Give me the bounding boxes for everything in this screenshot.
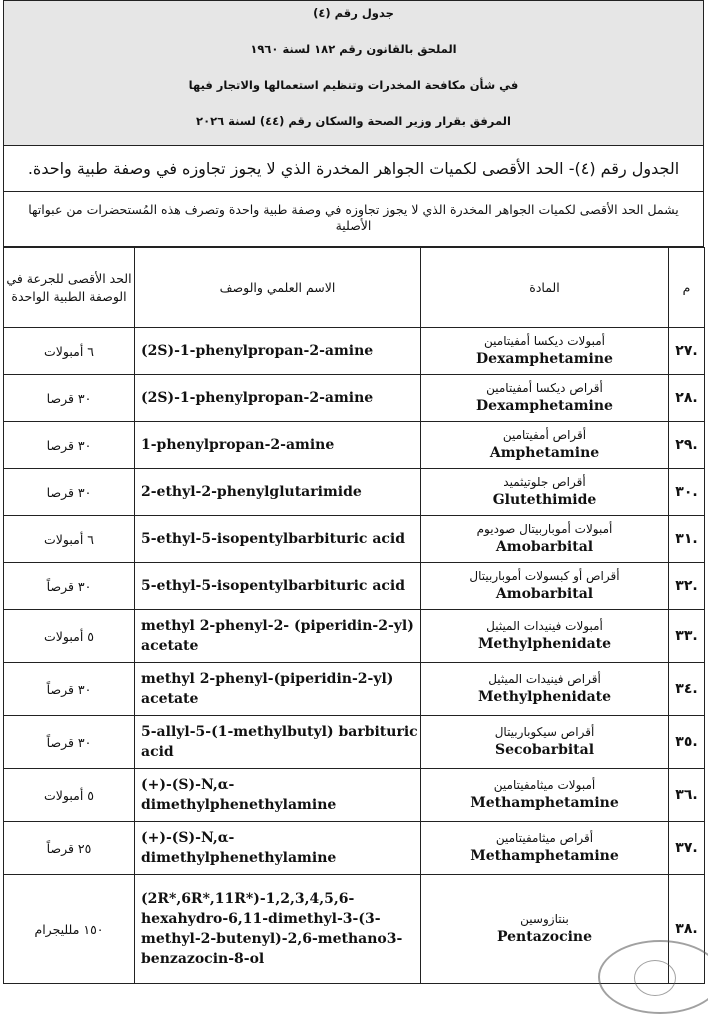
max-dose-cell: ٣٠ قرصاً bbox=[4, 663, 135, 716]
substance-arabic-name: أمبولات فينيدات الميثيل bbox=[486, 619, 603, 633]
official-stamp bbox=[598, 940, 708, 1014]
substance-english-name: Amobarbital bbox=[495, 586, 594, 602]
substance-english-name: Glutethimide bbox=[492, 492, 597, 508]
scientific-name-cell: 5-ethyl-5-isopentylbarbituric acid bbox=[135, 516, 421, 563]
substance-english-name: Methamphetamine bbox=[470, 795, 619, 811]
substance-english-name: Dexamphetamine bbox=[476, 351, 613, 367]
row-number-cell: .٣٧ bbox=[669, 822, 705, 875]
table-row bbox=[4, 563, 705, 610]
row-number-cell: .٣٠ bbox=[669, 469, 705, 516]
header-max-dose: الحد الأقصى للجرعة في الوصفة الطبية الواحدة bbox=[4, 248, 135, 328]
substance-english-name: Amobarbital bbox=[495, 539, 594, 555]
substance-cell bbox=[421, 563, 669, 610]
substance-english-name: Secobarbital bbox=[494, 742, 595, 758]
substance-arabic-name: أقراص سيكوباربيتال bbox=[494, 725, 595, 739]
row-number-cell: .٣٦ bbox=[669, 769, 705, 822]
scientific-name-cell: (2R*,6R*,11R*)-1,2,3,4,5,6-hexahydro-6,11-dimethyl-3-(3-methyl-2-butenyl)-2,6-methano3-benzazocin-8-ol bbox=[135, 875, 421, 984]
row-number-cell: .٣٢ bbox=[669, 563, 705, 610]
table-row bbox=[4, 663, 705, 716]
substance-arabic-name: أقراص أمفيتامين bbox=[502, 428, 587, 442]
substance-arabic-name: أقراص ديكسا أمفيتامين bbox=[486, 381, 603, 395]
substance-english-name: Pentazocine bbox=[497, 929, 592, 945]
substance-cell bbox=[421, 516, 669, 563]
substance-arabic-name: أمبولات أموباربيتال صوديوم bbox=[476, 522, 613, 536]
scientific-name-cell: (2S)-1-phenylpropan-2-amine bbox=[135, 328, 421, 375]
substance-cell bbox=[421, 328, 669, 375]
header-decree-reference: المرفق بقرار وزير الصحة والسكان رقم (٤٤) لسنة ٢٠٢٦ bbox=[196, 114, 511, 128]
substance-arabic-name: أمبولات ميثامفيتامين bbox=[493, 778, 596, 792]
max-dose-cell: ١٥٠ ملليجرام bbox=[4, 875, 135, 984]
table-row bbox=[4, 328, 705, 375]
substance-arabic-name: أقراص أو كبسولات أموباربيتال bbox=[469, 569, 620, 583]
row-number-cell: .٢٨ bbox=[669, 375, 705, 422]
table-intro: يشمل الحد الأقصى لكميات الجواهر المخدرة الذي لا يجوز تجاوزه في وصفة طبية واحدة وتصرف هذه المُستحضرات من عبواتها الأصلية bbox=[3, 192, 704, 247]
table-header-row bbox=[4, 248, 705, 328]
row-number-cell: .٣٥ bbox=[669, 716, 705, 769]
header-scientific-name: الاسم العلمي والوصف bbox=[135, 248, 421, 328]
substance-arabic-name: أمبولات ديكسا أمفيتامين bbox=[484, 334, 605, 348]
document-header bbox=[3, 0, 704, 146]
substance-cell bbox=[421, 469, 669, 516]
max-dose-cell: ٦ أمبولات bbox=[4, 328, 135, 375]
table-row bbox=[4, 716, 705, 769]
max-dose-cell: ٥ أمبولات bbox=[4, 610, 135, 663]
row-number-cell: .٢٧ bbox=[669, 328, 705, 375]
substance-cell bbox=[421, 769, 669, 822]
table-row bbox=[4, 516, 705, 563]
header-table-number: جدول رقم (٤) bbox=[313, 6, 394, 20]
table-row bbox=[4, 375, 705, 422]
substance-english-name: Methamphetamine bbox=[470, 848, 619, 864]
document-page bbox=[3, 0, 704, 984]
header-law-subject: في شأن مكافحة المخدرات وتنظيم استعمالها والاتجار فيها bbox=[188, 78, 519, 92]
substances-table bbox=[3, 247, 705, 984]
scientific-name-cell: 1-phenylpropan-2-amine bbox=[135, 422, 421, 469]
substance-english-name: Amphetamine bbox=[489, 445, 600, 461]
substance-cell bbox=[421, 422, 669, 469]
scientific-name-cell: 5-ethyl-5-isopentylbarbituric acid bbox=[135, 563, 421, 610]
row-number-cell: .٣٨ bbox=[669, 875, 705, 984]
substance-cell bbox=[421, 663, 669, 716]
max-dose-cell: ٣٠ قرصاً bbox=[4, 563, 135, 610]
header-law-reference: الملحق بالقانون رقم ١٨٢ لسنة ١٩٦٠ bbox=[250, 42, 457, 56]
scientific-name-cell: 2-ethyl-2-phenylglutarimide bbox=[135, 469, 421, 516]
table-row bbox=[4, 422, 705, 469]
max-dose-cell: ٣٠ قرصا bbox=[4, 422, 135, 469]
scientific-name-cell: 5-allyl-5-(1-methylbutyl) barbituric acid bbox=[135, 716, 421, 769]
max-dose-cell: ٦ أمبولات bbox=[4, 516, 135, 563]
max-dose-cell: ٢٥ قرصاً bbox=[4, 822, 135, 875]
table-row bbox=[4, 769, 705, 822]
table-row bbox=[4, 610, 705, 663]
header-substance: المادة bbox=[421, 248, 669, 328]
scientific-name-cell: methyl 2-phenyl-2- (piperidin-2-yl) acetate bbox=[135, 610, 421, 663]
max-dose-cell: ٣٠ قرصا bbox=[4, 375, 135, 422]
table-row bbox=[4, 469, 705, 516]
substance-arabic-name: بنتازوسين bbox=[520, 912, 569, 926]
header-number: م bbox=[669, 248, 705, 328]
scientific-name-cell: (2S)-1-phenylpropan-2-amine bbox=[135, 375, 421, 422]
row-number-cell: .٣١ bbox=[669, 516, 705, 563]
substance-english-name: Methylphenidate bbox=[477, 689, 612, 705]
substance-arabic-name: أقراص جلوتيثميد bbox=[503, 475, 586, 489]
max-dose-cell: ٣٠ قرصا bbox=[4, 469, 135, 516]
substance-cell bbox=[421, 822, 669, 875]
max-dose-cell: ٣٠ قرصاً bbox=[4, 716, 135, 769]
substance-arabic-name: أقراص ميثامفيتامين bbox=[495, 831, 594, 845]
table-title: الجدول رقم (٤)- الحد الأقصى لكميات الجواهر المخدرة الذي لا يجوز تجاوزه في وصفة طبية واحدة. bbox=[3, 146, 704, 192]
substance-cell bbox=[421, 716, 669, 769]
scientific-name-cell: (+)-(S)-N,α-dimethylphenethylamine bbox=[135, 769, 421, 822]
row-number-cell: .٢٩ bbox=[669, 422, 705, 469]
substance-english-name: Methylphenidate bbox=[477, 636, 612, 652]
row-number-cell: .٣٤ bbox=[669, 663, 705, 716]
substance-arabic-name: أقراص فينيدات الميثيل bbox=[488, 672, 601, 686]
table-row bbox=[4, 822, 705, 875]
max-dose-cell: ٥ أمبولات bbox=[4, 769, 135, 822]
substance-english-name: Dexamphetamine bbox=[476, 398, 613, 414]
substance-cell bbox=[421, 375, 669, 422]
substance-cell bbox=[421, 610, 669, 663]
scientific-name-cell: methyl 2-phenyl-(piperidin-2-yl) acetate bbox=[135, 663, 421, 716]
row-number-cell: .٣٣ bbox=[669, 610, 705, 663]
scientific-name-cell: (+)-(S)-N,α-dimethylphenethylamine bbox=[135, 822, 421, 875]
